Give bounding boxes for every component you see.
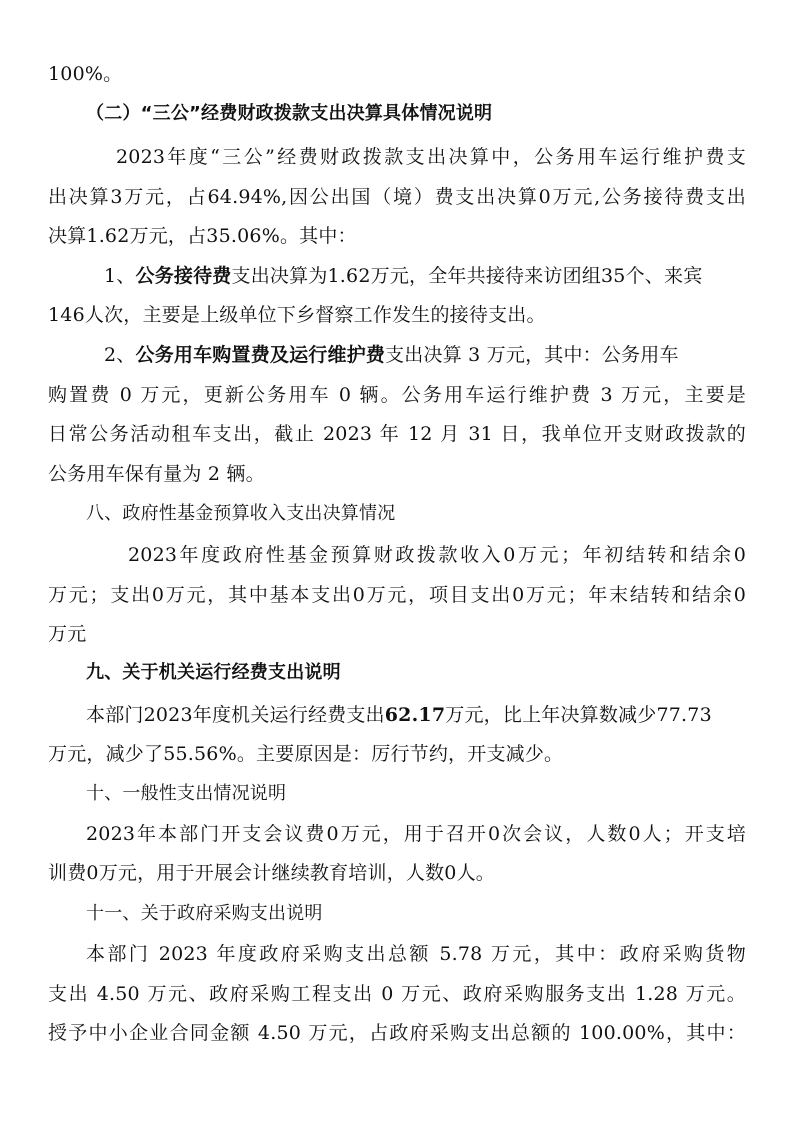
line-text: 支出决算为1.62万元，全年共接待来访团组35个、来宾 — [231, 265, 703, 287]
text-line: 100%。 — [48, 63, 123, 85]
line-text: 本部门2023年度机关运行经费支出 — [86, 704, 385, 726]
paragraph-line: 出决算3万元，占64.94%,因公出国（境）费支出决算0万元,公务接待费支出 — [48, 186, 746, 208]
paragraph-line — [86, 703, 746, 727]
paragraph-line: 2023年本部门开支会议费0万元，用于召开0次会议，人数0人；开支培 — [86, 823, 746, 845]
paragraph-line — [104, 343, 746, 367]
paragraph-line: 万元，减少了55.56%。主要原因是：厉行节约，开支减少。 — [48, 743, 564, 765]
section-heading: 十、一般性支出情况说明 — [86, 783, 287, 804]
section-heading: 九、关于机关运行经费支出说明 — [86, 662, 341, 683]
emphasis-term: 公务接待费 — [135, 265, 232, 287]
paragraph-line: 2023年度“三公”经费财政拨款支出决算中，公务用车运行维护费支 — [116, 146, 746, 168]
section-heading: 十一、关于政府采购支出说明 — [86, 903, 323, 924]
paragraph-line: 日常公务活动租车支出，截止 2023 年 12 月 31 日，我单位开支财政拨款的 — [48, 423, 746, 445]
line-text: 支出决算 3 万元，其中：公务用车 — [385, 344, 679, 366]
section-heading: （二）“三公”经费财政拨款支出决算具体情况说明 — [86, 103, 493, 124]
list-number: 1、 — [104, 265, 136, 287]
paragraph-line: 2023年度政府性基金预算财政拨款收入0万元；年初结转和结余0 — [128, 544, 746, 566]
line-text: 万元，比上年决算数减少77.73 — [445, 704, 712, 726]
paragraph-line: 决算1.62万元，占35.06%。其中： — [48, 225, 357, 247]
paragraph-line: 购置费 0 万元，更新公务用车 0 辆。公务用车运行维护费 3 万元，主要是 — [48, 384, 746, 406]
paragraph-line: 支出 4.50 万元、政府采购工程支出 0 万元、政府采购服务支出 1.28 万元。 — [48, 983, 746, 1005]
emphasis-term: 公务用车购置费及运行维护费 — [135, 344, 386, 366]
section-heading: 八、政府性基金预算收入支出决算情况 — [86, 503, 396, 524]
paragraph-line: 公务用车保有量为 2 辆。 — [48, 463, 265, 485]
paragraph-line: 训费0万元，用于开展会计继续教育培训，人数0人。 — [48, 862, 495, 884]
paragraph-line: 万元 — [48, 623, 87, 645]
paragraph-line — [104, 264, 746, 288]
emphasis-value: 62.17 — [384, 704, 446, 726]
paragraph-line: 万元；支出0万元，其中基本支出0万元，项目支出0万元；年末结转和结余0 — [48, 584, 746, 606]
paragraph-line: 授予中小企业合同金额 4.50 万元，占政府采购支出总额的 100.00%，其中： — [48, 1022, 746, 1044]
list-number: 2、 — [104, 344, 136, 366]
paragraph-line: 146人次，主要是上级单位下乡督察工作发生的接待支出。 — [48, 304, 546, 326]
paragraph-line: 本部门 2023 年度政府采购支出总额 5.78 万元，其中：政府采购货物 — [86, 943, 746, 965]
